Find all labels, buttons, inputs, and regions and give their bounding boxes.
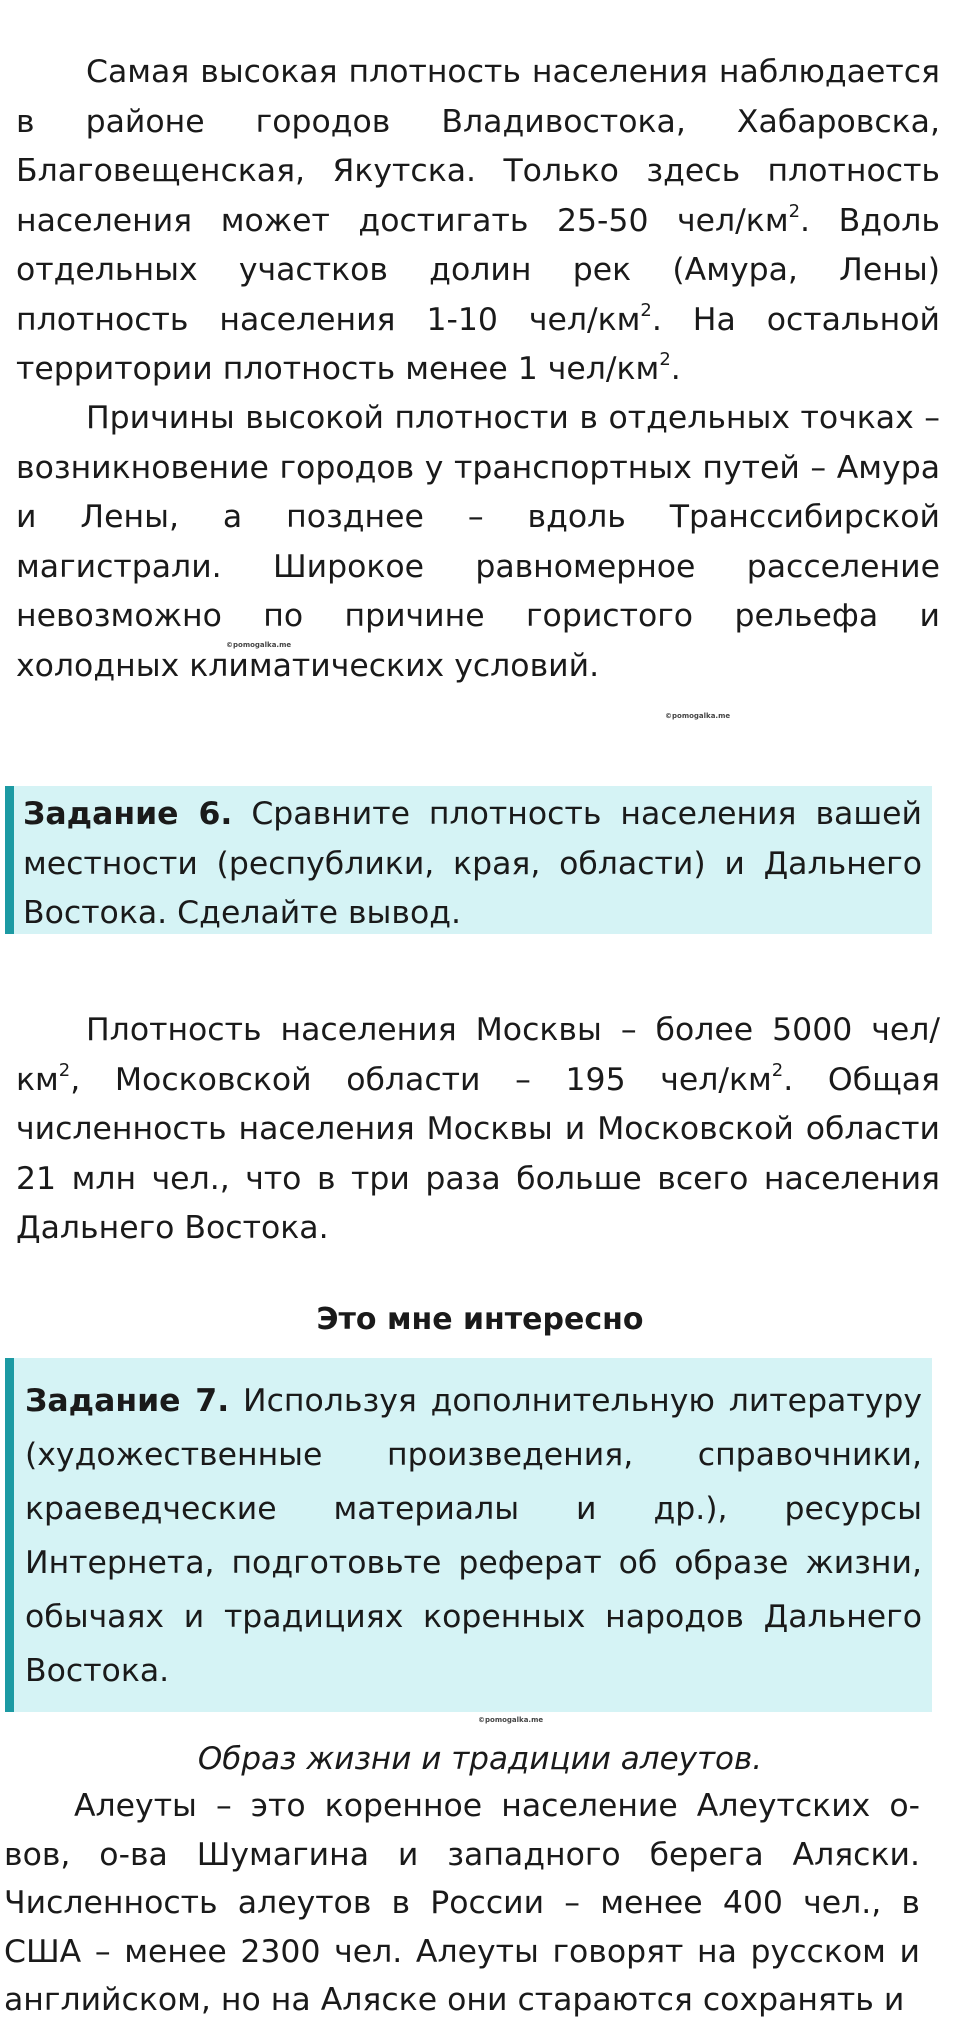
essay-paragraph: Алеуты – это коренное население Алеутских о-вов, о-ва Шумагина и западного берега Аляски. Численность алеутов в России – менее 400 чел., в США – менее 2300 чел. Алеуты говорят на русском и английском, но на Аляске они стараются сохранять и <box>4 1788 920 2018</box>
essay-title: Образ жизни и традиции алеутов. <box>197 1741 763 1777</box>
watermark: ©pomogalka.me <box>665 712 731 720</box>
task-7-text: Задание 7. Используя дополнительную литературу (художественные произведения, справочники, краеведческие материалы и др.), ресурсы Интернета, подготовьте реферат об образе жизни, обычаях и традициях коренных народов Дальнего Востока. <box>25 1383 922 1689</box>
task-6-box <box>5 786 932 934</box>
section-heading: Это мне интересно <box>316 1302 644 1337</box>
paragraph-population-density: Самая высокая плотность населения наблюдается в районе городов Владивостока, Хабаровска, Благовещенская, Якутска. Только здесь плотность населения может достигать 25-50 чел/$км^2$. Вдоль отдельных участков долин рек (Амура, Лены) плотность населения 1-10 чел/$км^2$. На остальной территории плотность менее 1 чел/$км^2$. <box>16 54 940 387</box>
task-7-box <box>5 1358 932 1712</box>
task-6-text: Задание 6. Сравните плотность населения вашей местности (республики, края, области) и Дальнего Востока. Сделайте вывод. <box>23 796 922 931</box>
watermark: ©pomogalka.me <box>478 1716 544 1724</box>
paragraph-density-reasons: Причины высокой плотности в отдельных точках – возникновение городов у транспортных путей – Амура и Лены, а позднее – вдоль Транссибирской магистрали. Широкое равномерное расселение невозможно по причине гористого рельефа и холодных климатических условий. <box>16 400 940 684</box>
watermark: ©pomogalka.me <box>226 641 292 649</box>
task-6-answer: Плотность населения Москвы – более 5000 чел/$км^2$, Московской области – 195 чел/$км^2$. Общая численность населения Москвы и Московской области 21 млн чел., что в три раза больше всего населения Дальнего Востока. <box>16 1012 940 1246</box>
